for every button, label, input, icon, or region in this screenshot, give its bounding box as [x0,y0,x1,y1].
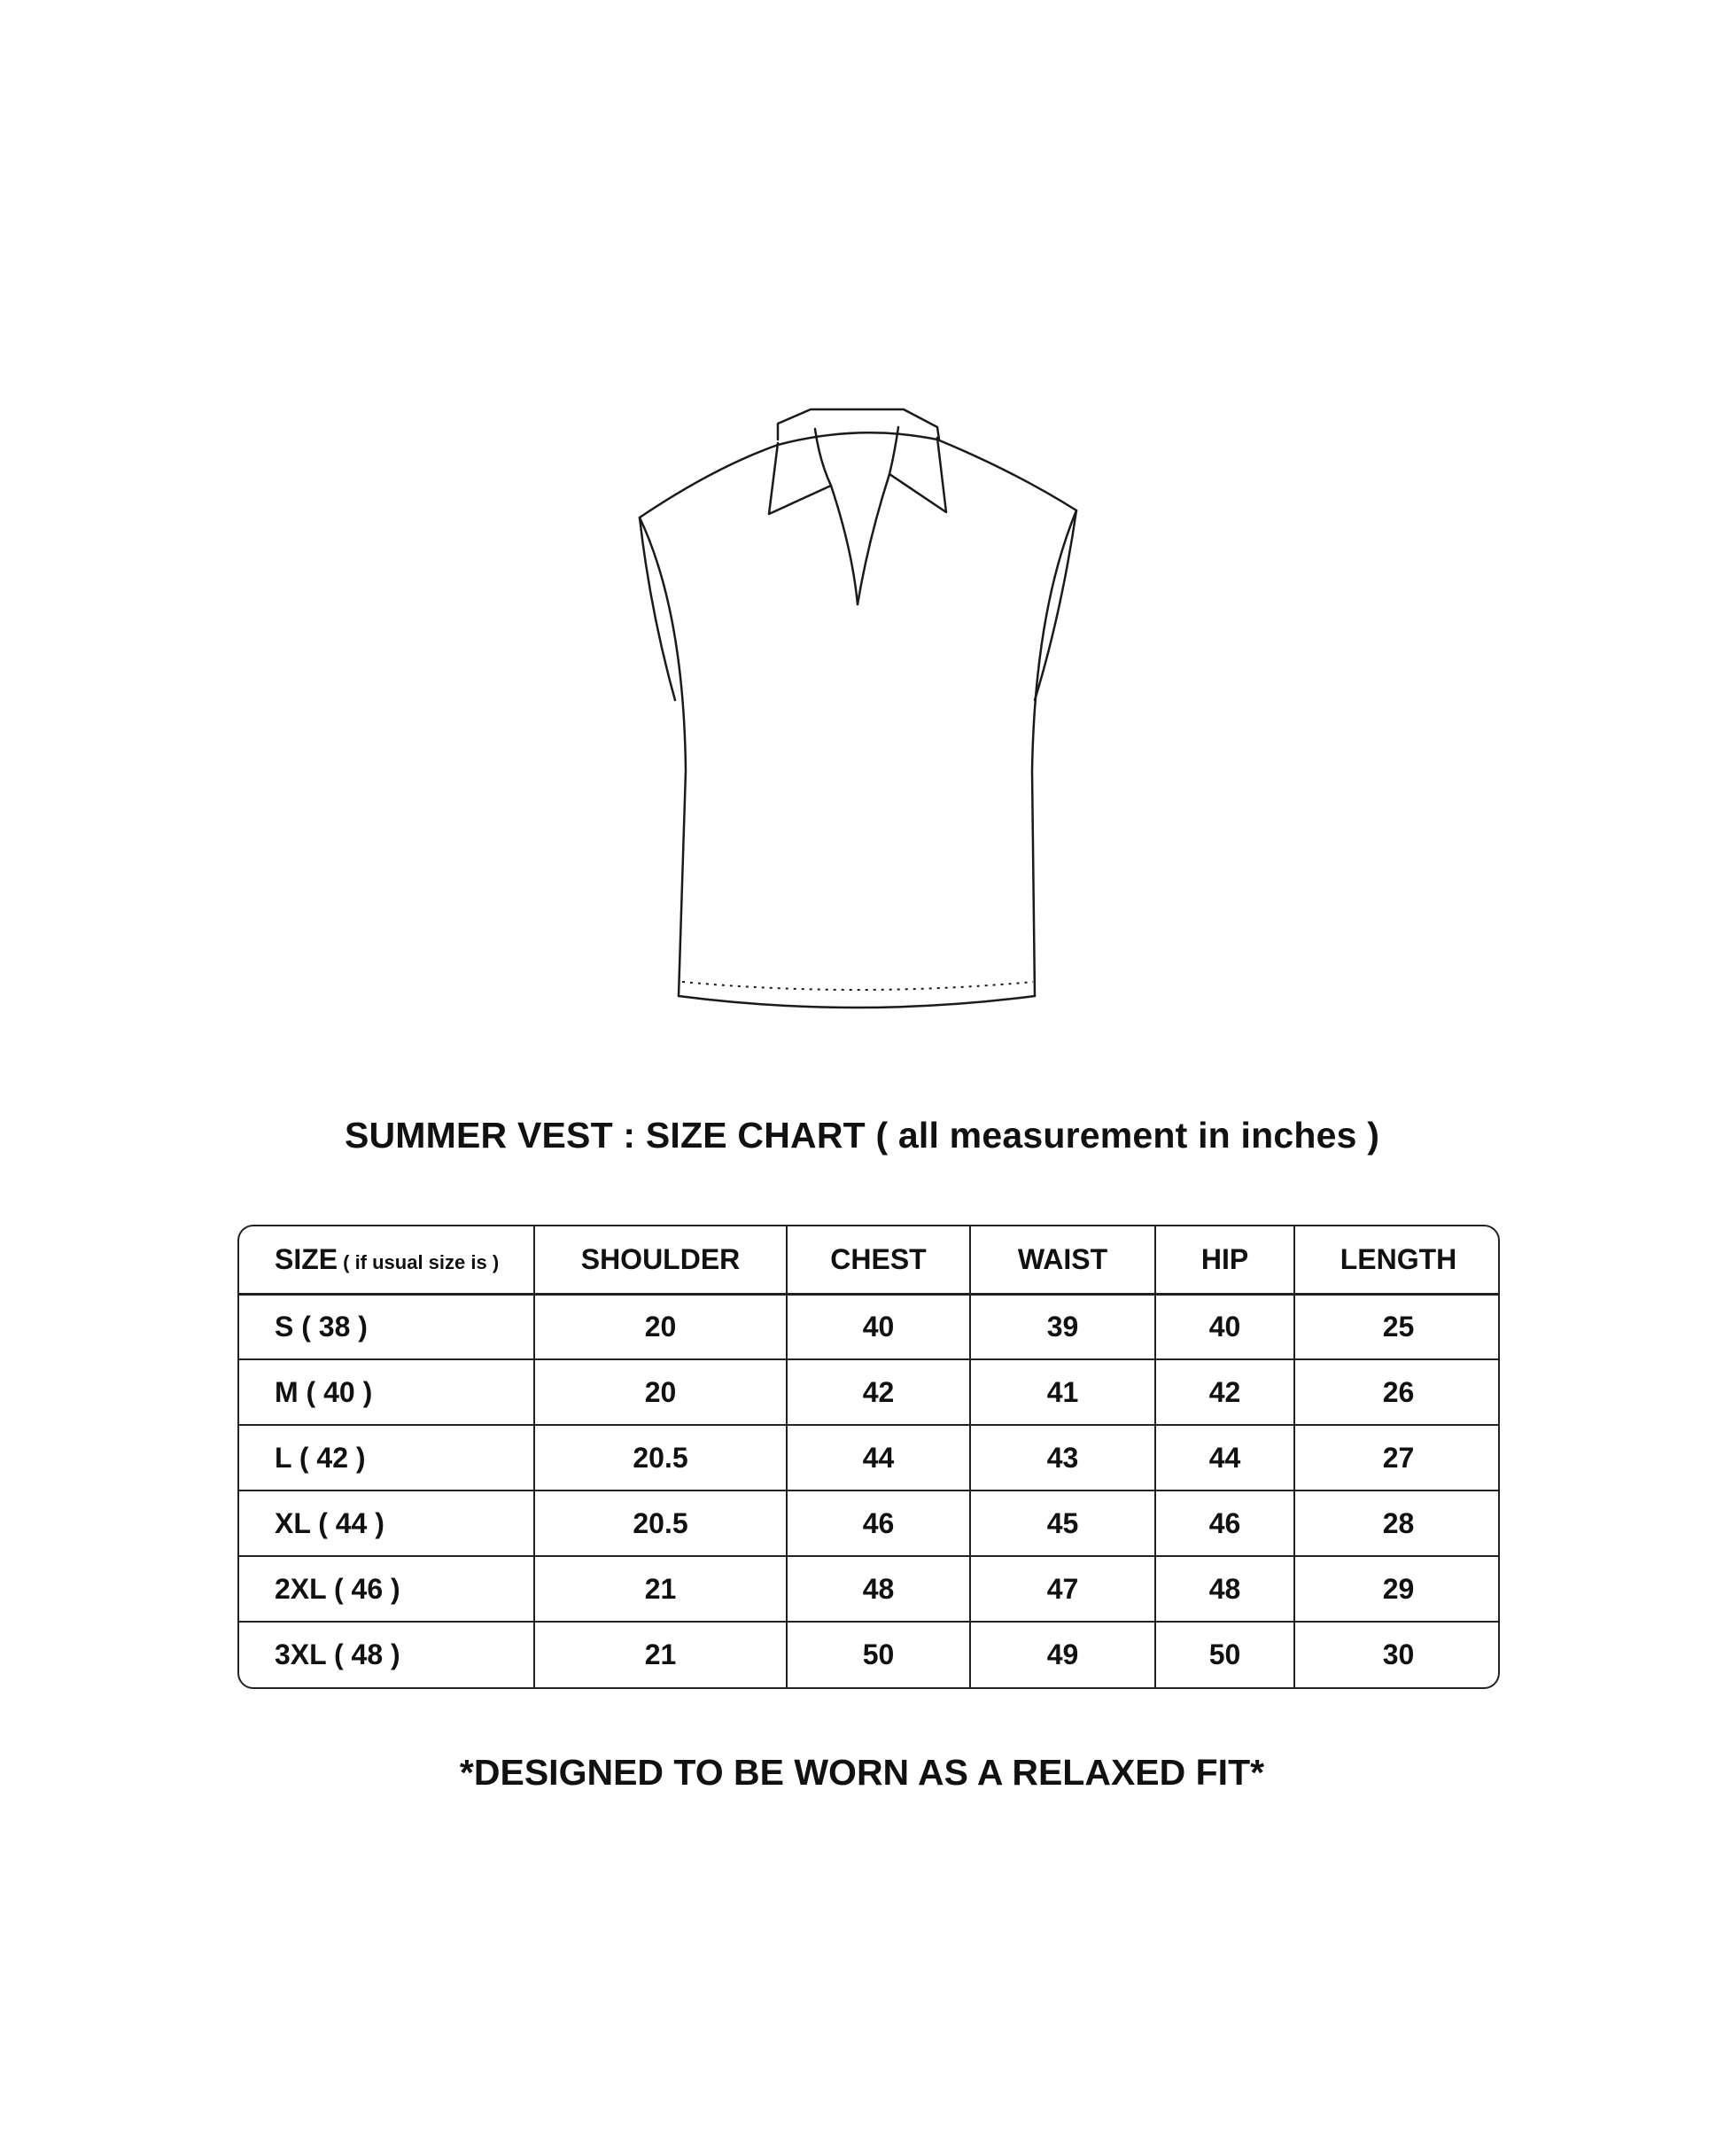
cell-length: 30 [1382,1638,1415,1670]
hem [679,996,1035,1008]
cell-waist: 43 [970,1425,1155,1491]
cell-size: M ( 40 ) [239,1359,534,1425]
fit-note: *DESIGNED TO BE WORN AS A RELAXED FIT* [459,1752,1265,1793]
placket-right [858,427,898,604]
cell-length: 26 [1294,1359,1500,1425]
cell-length: 27 [1294,1425,1500,1491]
table-row [239,1556,1500,1622]
cell-shoulder: 20 [534,1359,787,1425]
header-hip: HIP [1155,1226,1294,1294]
cell-hip: 46 [1155,1491,1294,1556]
table-row [239,1294,1500,1359]
size-chart-table [239,1226,1500,1687]
table-row [239,1491,1500,1556]
cell-waist: 39 [970,1294,1155,1359]
cell-length: 29 [1294,1556,1500,1622]
left-collar [769,443,831,514]
header-waist: WAIST [970,1226,1155,1294]
cell-hip: 40 [1155,1294,1294,1359]
cell-waist: 41 [970,1359,1155,1425]
cell-hip: 48 [1155,1556,1294,1622]
cell-size: L ( 42 ) [239,1425,534,1491]
cell-hip: 42 [1155,1359,1294,1425]
header-size-label: SIZE [275,1242,338,1275]
cell-shoulder: 20.5 [534,1425,787,1491]
cell-chest: 42 [787,1359,970,1425]
cell-shoulder: 21 [534,1556,787,1622]
cell-chest: 50 [787,1622,970,1687]
shoulder-line [640,432,1076,518]
cell-hip: 44 [1155,1425,1294,1491]
right-armhole [1035,510,1076,700]
cell-length: 25 [1294,1294,1500,1359]
cell-shoulder: 20.5 [534,1491,787,1556]
cell-waist: 49 [970,1622,1155,1687]
cell-length: 28 [1294,1491,1500,1556]
size-chart [237,1225,1500,1689]
header-size [239,1226,534,1294]
left-side [640,518,686,996]
hem-stitch [682,982,1033,990]
header-size-sub: ( if usual size is ) [343,1250,500,1273]
table-row [239,1359,1500,1425]
chart-title: SUMMER VEST : SIZE CHART ( all measurement in inches ) [344,1115,1380,1156]
cell-hip: 50 [1155,1622,1294,1687]
right-side [1032,510,1076,996]
cell-chest: 40 [787,1294,970,1359]
header-length: LENGTH [1294,1226,1500,1294]
cell-size: S ( 38 ) [239,1294,534,1359]
cell-size: 2XL ( 46 ) [239,1556,534,1622]
right-collar [889,438,946,512]
header-chest: CHEST [787,1226,970,1294]
header-shoulder: SHOULDER [534,1226,787,1294]
placket-left [815,429,858,604]
cell-chest: 48 [787,1556,970,1622]
cell-shoulder: 20 [534,1294,787,1359]
cell-size: 3XL ( 48 ) [239,1622,534,1687]
cell-chest: 44 [787,1425,970,1491]
table-row [239,1425,1500,1491]
cell-waist: 47 [970,1556,1155,1622]
cell-waist: 45 [970,1491,1155,1556]
cell-shoulder: 21 [534,1622,787,1687]
vest-sketch-icon [0,0,1724,1063]
cell-size: XL ( 44 ) [239,1491,534,1556]
header-row [239,1226,1500,1294]
cell-chest: 46 [787,1491,970,1556]
table-row [239,1622,1500,1687]
